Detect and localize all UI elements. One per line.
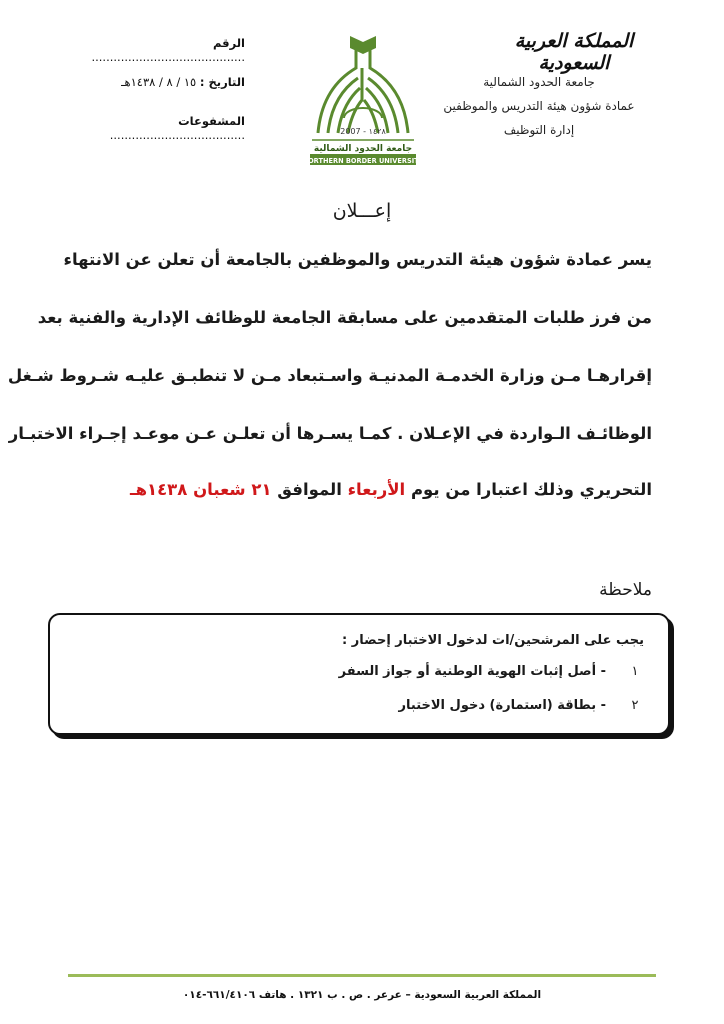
university-emblem-icon bbox=[298, 28, 428, 168]
number-field bbox=[60, 36, 245, 64]
date-label: التاريخ : bbox=[199, 75, 245, 89]
number-value: .......................................... bbox=[91, 50, 245, 64]
footer-address: المملكة العربية السعودية – عرعر . ص . ب ١٣٢١ . هاتف ٦٦١/٤١٠٦-٠١٤ bbox=[182, 989, 542, 1001]
note-item-2 bbox=[399, 698, 642, 713]
note-title: ملاحظة bbox=[599, 580, 652, 600]
exam-date: ٢١ شعبان ١٤٣٨هـ bbox=[129, 480, 272, 499]
attachments-field bbox=[60, 114, 245, 142]
line5-start: التحريري وذلك اعتبارا من يوم bbox=[410, 480, 652, 499]
announcement-line-2: من فرز طلبات المتقدمين على مسابقة الجامعة للوظائف الإدارية والفنية بعد bbox=[37, 308, 652, 327]
number-label: الرقم bbox=[213, 36, 245, 50]
note-item-number: ١ bbox=[631, 664, 639, 679]
note-heading: يجب على المرشحين/ات لدخول الاختبار إحضار : bbox=[342, 633, 644, 648]
exam-day: الأربعاء bbox=[347, 480, 406, 499]
emblem-year: 2007 - ١٤٢٨ bbox=[340, 127, 386, 136]
attachments-value: ..................................... bbox=[109, 128, 245, 142]
date-field bbox=[60, 75, 245, 89]
announcement-line-5 bbox=[70, 480, 652, 499]
announcement-line-4: الوظائـف الـواردة في الإعـلان . كمـا يسـرها أن تعلـن عـن موعـد إجـراء الاختبـار bbox=[8, 424, 652, 443]
footer-divider bbox=[68, 974, 656, 977]
attachments-label: المشفوعات bbox=[178, 114, 245, 128]
university-name: جامعة الحدود الشمالية bbox=[483, 75, 595, 89]
deanship-name: عمادة شؤون هيئة التدريس والموظفين bbox=[443, 99, 635, 113]
note-item-text: - بطاقة (استمارة) دخول الاختبار bbox=[398, 698, 606, 713]
announcement-line-3: إقرارهـا مـن وزارة الخدمـة المدنيـة واسـتبعاد مـن لا تنطبـق عليـه شـروط شـغل bbox=[7, 366, 652, 385]
announcement-title: إعـــلان bbox=[332, 200, 392, 222]
note-item-number: ٢ bbox=[631, 698, 639, 713]
note-item-1 bbox=[339, 664, 642, 679]
emblem-english-name: NORTHERN BORDER UNIVERSITY bbox=[302, 157, 424, 165]
announcement-line-1: يسر عمادة شؤون هيئة التدريس والموظفين بالجامعة أن تعلن عن الانتهاء bbox=[63, 250, 652, 269]
emblem-arabic-name: جامعة الحدود الشمالية bbox=[313, 144, 413, 154]
note-box bbox=[48, 613, 670, 735]
line5-mid: الموافق bbox=[277, 480, 342, 499]
department-name: إدارة التوظيف bbox=[503, 123, 575, 137]
date-value: ١٥ / ٨ / ١٤٣٨هـ bbox=[121, 75, 197, 89]
note-item-text: - أصل إثبات الهوية الوطنية أو جواز السفر bbox=[338, 664, 606, 679]
kingdom-calligraphy: المملكة العربية السعودية bbox=[514, 30, 634, 74]
issuer-block bbox=[434, 70, 644, 142]
